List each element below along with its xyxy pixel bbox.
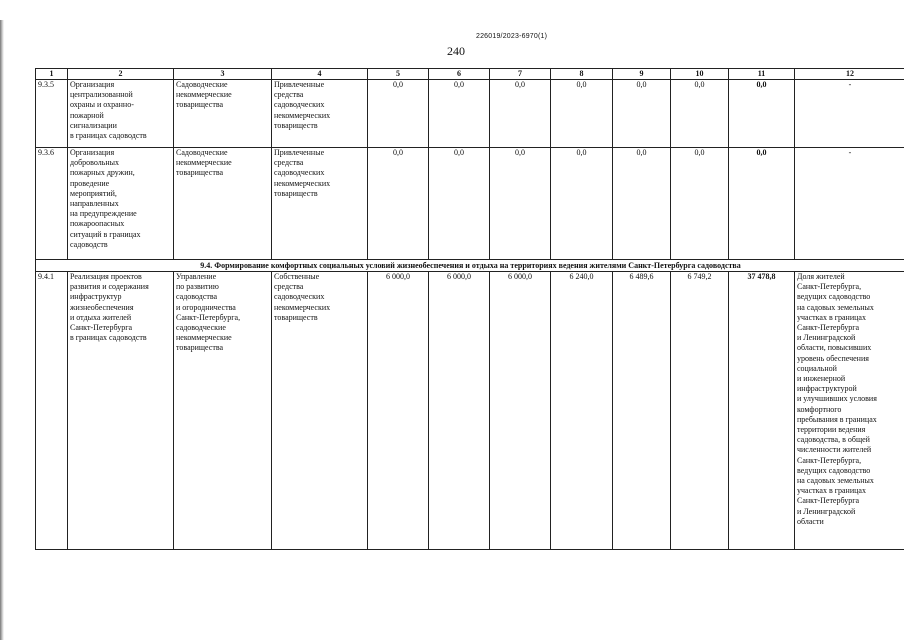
value-cell: 6 000,0 xyxy=(490,272,551,550)
column-header: 6 xyxy=(429,69,490,80)
row-number: 9.3.6 xyxy=(36,148,68,260)
column-header: 2 xyxy=(68,69,174,80)
column-header: 10 xyxy=(671,69,729,80)
event-name: Организация централизованной охраны и охранно- пожарной сигнализации в границах садоводств xyxy=(68,80,174,148)
column-header: 4 xyxy=(272,69,368,80)
result-indicator: - xyxy=(795,148,904,260)
value-cell: 0,0 xyxy=(368,148,429,260)
table-row xyxy=(36,272,904,550)
column-header: 1 xyxy=(36,69,68,80)
row-number: 9.3.5 xyxy=(36,80,68,148)
value-cell: 0,0 xyxy=(429,80,490,148)
column-header: 3 xyxy=(174,69,272,80)
event-name: Организация добровольных пожарных дружин, проведение мероприятий, направленных на предупреждение пожароопасных ситуаций в границах садоводств xyxy=(68,148,174,260)
row-number: 9.4.1 xyxy=(36,272,68,550)
column-header: 8 xyxy=(551,69,613,80)
executor: Садоводческие некоммерческие товарищества xyxy=(174,80,272,148)
value-cell: 6 000,0 xyxy=(429,272,490,550)
total-value-cell: 0,0 xyxy=(729,148,795,260)
total-value-cell: 0,0 xyxy=(729,80,795,148)
section-header-row xyxy=(36,260,904,272)
value-cell: 6 000,0 xyxy=(368,272,429,550)
value-cell: 0,0 xyxy=(429,148,490,260)
column-header: 12 xyxy=(795,69,904,80)
executor: Садоводческие некоммерческие товарищества xyxy=(174,148,272,260)
result-indicator: - xyxy=(795,80,904,148)
value-cell: 0,0 xyxy=(490,148,551,260)
value-cell: 0,0 xyxy=(551,148,613,260)
section-title: 9.4. Формирование комфортных социальных условий жизнеобеспечения и отдыха на территориях ведения жителями Санкт-Петербурга садоводства xyxy=(36,260,904,272)
column-header: 11 xyxy=(729,69,795,80)
column-header: 9 xyxy=(613,69,671,80)
executor: Управление по развитию садоводства и огородничества Санкт-Петербурга, садоводческие некоммерческие товарищества xyxy=(174,272,272,550)
column-header: 7 xyxy=(490,69,551,80)
value-cell: 0,0 xyxy=(613,80,671,148)
value-cell: 0,0 xyxy=(671,148,729,260)
value-cell: 6 240,0 xyxy=(551,272,613,550)
event-name: Реализация проектов развития и содержания инфраструктур жизнеобеспечения и отдыха жителей Санкт-Петербурга в границах садоводств xyxy=(68,272,174,550)
scan-edge-shadow xyxy=(0,20,4,640)
value-cell: 6 749,2 xyxy=(671,272,729,550)
program-events-table xyxy=(35,68,904,550)
table-row xyxy=(36,80,904,148)
column-header: 5 xyxy=(368,69,429,80)
value-cell: 6 489,6 xyxy=(613,272,671,550)
table-row xyxy=(36,148,904,260)
funding-source: Привлеченные средства садоводческих некоммерческих товариществ xyxy=(272,80,368,148)
funding-source: Собственные средства садоводческих некоммерческих товариществ xyxy=(272,272,368,550)
funding-source: Привлеченные средства садоводческих некоммерческих товариществ xyxy=(272,148,368,260)
result-indicator: Доля жителей Санкт-Петербурга, ведущих садоводство на садовых земельных участках в границах Санкт-Петербурга и Ленинградской области, повысивших уровень обеспечения социальной и инженерной инфраструктурой и улучшивших условия комфортного пребывания в границах территории ведения садоводства, в общей численности жителей Санкт-Петербурга, ведущих садоводство на садовых земельных участках в границах Санкт-Петербурга и Ленинградской области xyxy=(795,272,904,550)
table-header-row xyxy=(36,69,904,80)
page-number: 240 xyxy=(447,44,465,58)
value-cell: 0,0 xyxy=(551,80,613,148)
value-cell: 0,0 xyxy=(671,80,729,148)
value-cell: 0,0 xyxy=(613,148,671,260)
total-value-cell: 37 478,8 xyxy=(729,272,795,550)
value-cell: 0,0 xyxy=(368,80,429,148)
document-registration-number: 226019/2023-6970(1) xyxy=(476,33,548,40)
value-cell: 0,0 xyxy=(490,80,551,148)
